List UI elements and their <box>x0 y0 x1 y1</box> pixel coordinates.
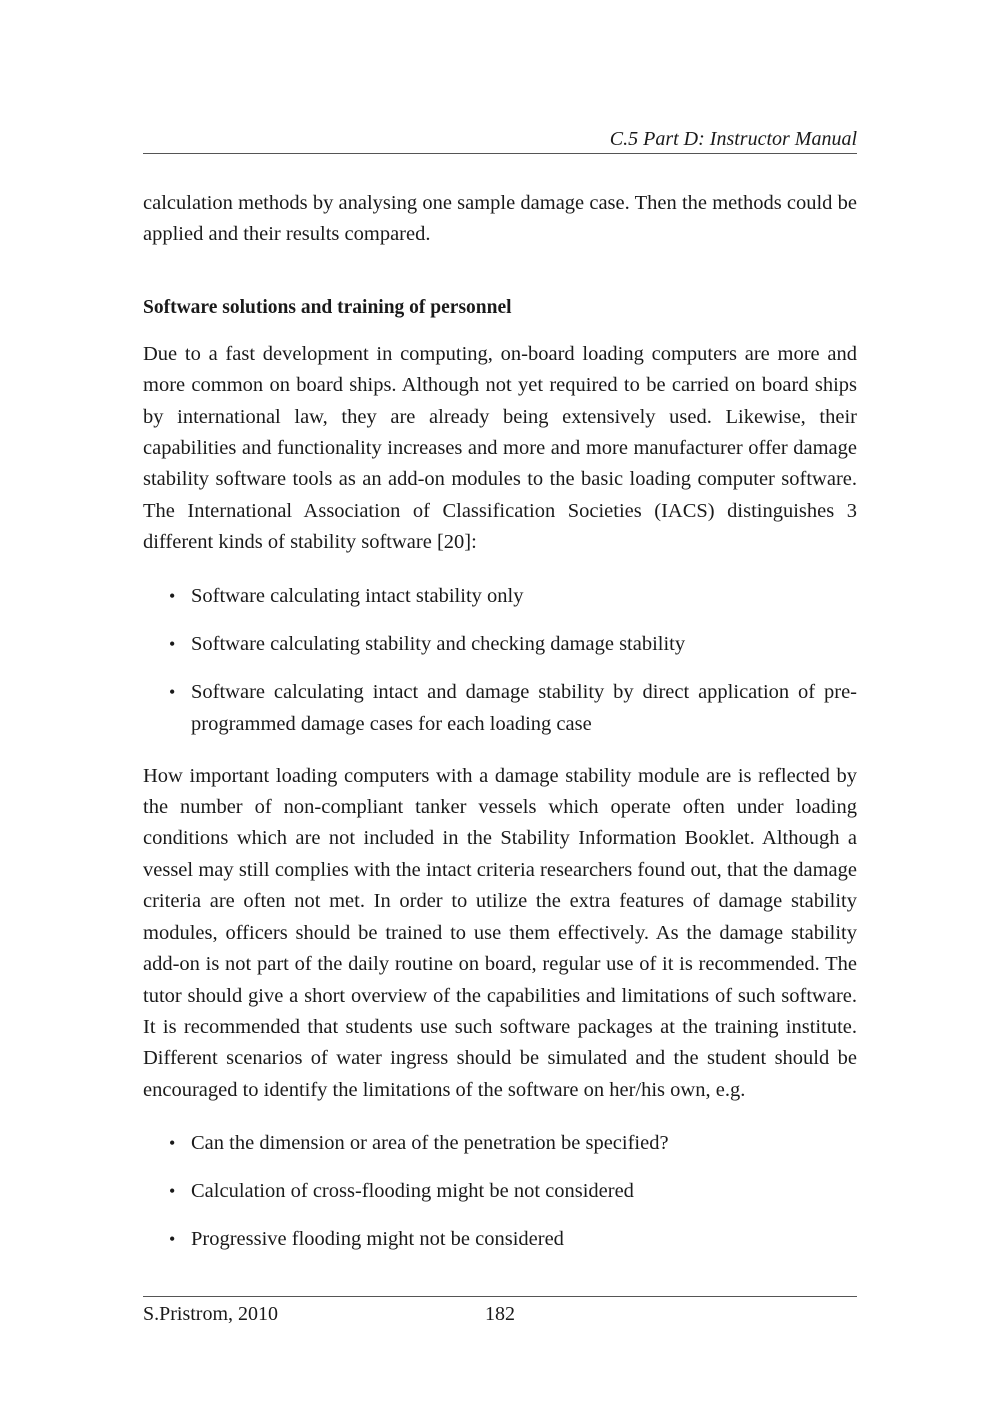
list-item: • Calculation of cross-flooding might be not considered <box>143 1175 857 1207</box>
list-item: • Progressive flooding might not be considered <box>143 1223 857 1255</box>
footer-divider <box>143 1296 857 1297</box>
software-limitations-list <box>143 1127 857 1255</box>
bullet-icon: • <box>169 1181 176 1202</box>
list-item: • Software calculating intact and damage stability by direct application of pre-programmed damage cases for each loading case <box>143 676 857 740</box>
running-header: C.5 Part D: Instructor Manual <box>609 128 857 150</box>
paragraph-damage-stability-training: How important loading computers with a damage stability module are is reflected by the number of non-compliant tanker vessels which operate often under loading conditions which are not included in the Stability Information Booklet. Although a vessel may still complies with the intact criteria researchers found out, that the damage criteria are often not met. In order to utilize the extra features of damage stability modules, officers should be trained to use them effectively. As the damage stability add-on is not part of the daily routine on board, regular use of it is recommended. The tutor should give a short overview of the capabilities and limitations of such software. It is recommended that students use such software packages at the training institute. Different scenarios of water ingress should be simulated and the student should be encouraged to identify the limitations of the software on her/his own, e.g. <box>143 764 857 1101</box>
bullet-icon: • <box>169 633 176 654</box>
bullet-icon: • <box>169 1229 176 1250</box>
section-heading: Software solutions and training of personnel <box>143 296 512 318</box>
list-item: • Can the dimension or area of the penetration be specified? <box>143 1127 857 1159</box>
bullet-icon: • <box>169 585 176 606</box>
footer-author-year: S.Pristrom, 2010 <box>143 1303 279 1325</box>
list-item: • Software calculating intact stability only <box>143 580 857 612</box>
page-number: 182 <box>485 1303 515 1325</box>
bullet-icon: • <box>169 1133 176 1154</box>
intro-paragraph: calculation methods by analysing one sample damage case. Then the methods could be applied and their results compared. <box>143 192 857 246</box>
header-divider <box>143 153 857 154</box>
paragraph-loading-computers: Due to a fast development in computing, on-board loading computers are more and more common on board ships. Although not yet required to be carried on board ships by international law, they are already being extensively used. Likewise, their capabilities and functionality increases and more and more manufacturer offer damage stability software tools as an add-on modules to the basic loading computer software. The International Association of Classification Societies (IACS) distinguishes 3 different kinds of stability software [20]: <box>143 342 857 554</box>
list-item: • Software calculating stability and checking damage stability <box>143 628 857 660</box>
stability-software-kinds-list <box>143 580 857 740</box>
page-content <box>143 188 857 1255</box>
bullet-icon: • <box>169 681 176 702</box>
